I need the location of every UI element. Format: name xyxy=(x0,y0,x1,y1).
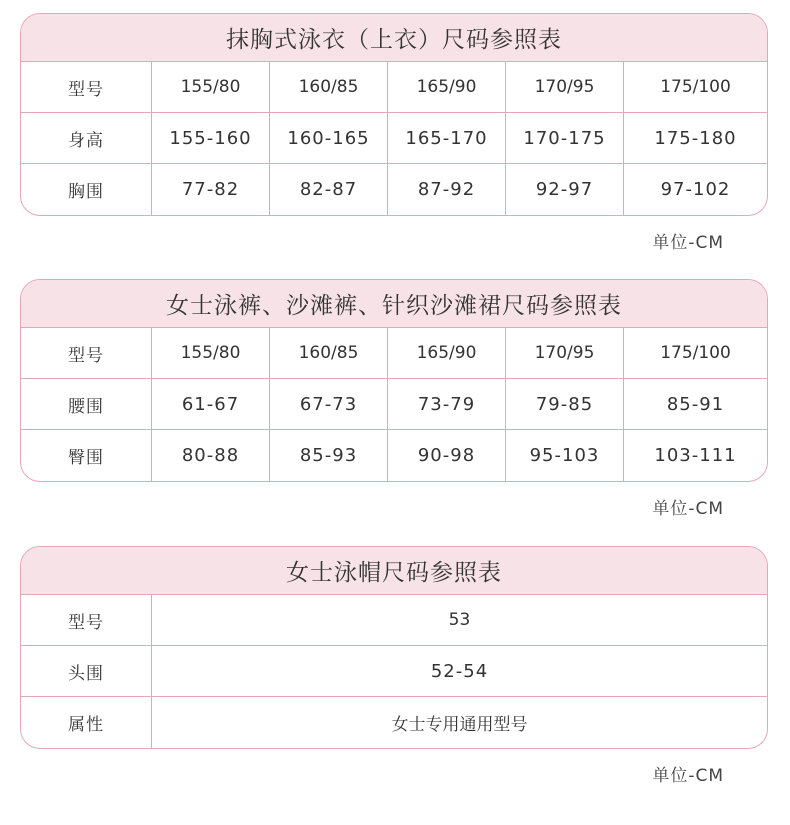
table-row xyxy=(21,430,767,481)
table-cell: 160-165 xyxy=(270,113,388,163)
table-cell: 165-170 xyxy=(388,113,506,163)
table-cell: 155-160 xyxy=(152,113,270,163)
table-cell: 92-97 xyxy=(506,164,624,215)
bottoms-table-title: 女士泳裤、沙滩裤、针织沙滩裙尺码参照表 xyxy=(21,280,767,328)
table-cell: 170/95 xyxy=(506,62,624,112)
table-cell: 165/90 xyxy=(388,62,506,112)
table-cell: 175/100 xyxy=(660,77,731,97)
table-cell: 80-88 xyxy=(152,430,270,481)
table-cell: 61-67 xyxy=(152,379,270,429)
table-cell: 95-103 xyxy=(506,430,624,481)
table-row xyxy=(21,697,767,748)
table-cell: 85-93 xyxy=(270,430,388,481)
table-cell: 170/95 xyxy=(506,328,624,378)
table-cell: 77-82 xyxy=(152,164,270,215)
unit-note: 单位-CM xyxy=(652,233,724,253)
table-row xyxy=(21,646,767,697)
cap-table-title: 女士泳帽尺码参照表 xyxy=(21,547,767,595)
table-cell: 79-85 xyxy=(506,379,624,429)
table-cell: 82-87 xyxy=(270,164,388,215)
table-cell: 175/100 xyxy=(660,343,731,363)
table-cell: 85-91 xyxy=(666,393,725,415)
row-label: 属性 xyxy=(21,697,152,748)
table-cell: 160/85 xyxy=(270,62,388,112)
unit-note: 单位-CM xyxy=(652,766,724,786)
row-label: 型号 xyxy=(21,62,152,112)
row-label: 胸围 xyxy=(21,164,152,215)
table-cell: 女士专用通用型号 xyxy=(391,715,528,735)
bottoms-size-table xyxy=(20,279,768,482)
table-row xyxy=(21,113,767,164)
table-cell: 155/80 xyxy=(152,62,270,112)
table-row xyxy=(21,62,767,113)
table-cell: 73-79 xyxy=(388,379,506,429)
row-label: 身高 xyxy=(21,113,152,163)
table-cell: 90-98 xyxy=(388,430,506,481)
table-cell: 160/85 xyxy=(270,328,388,378)
table-cell: 165/90 xyxy=(388,328,506,378)
table-cell: 170-175 xyxy=(506,113,624,163)
table-cell: 52-54 xyxy=(430,660,489,682)
table-row xyxy=(21,595,767,646)
row-label: 型号 xyxy=(21,595,152,645)
unit-note: 单位-CM xyxy=(652,499,724,519)
table-cell: 155/80 xyxy=(152,328,270,378)
row-label: 型号 xyxy=(21,328,152,378)
table-cell: 53 xyxy=(448,610,471,630)
cap-size-table xyxy=(20,546,768,749)
table-cell: 67-73 xyxy=(270,379,388,429)
row-label: 腰围 xyxy=(21,379,152,429)
row-label: 臀围 xyxy=(21,430,152,481)
table-cell: 97-102 xyxy=(660,179,731,200)
top-size-table xyxy=(20,13,768,216)
table-row xyxy=(21,379,767,430)
row-label: 头围 xyxy=(21,646,152,696)
table-cell: 87-92 xyxy=(388,164,506,215)
table-cell: 175-180 xyxy=(654,127,737,149)
top-table-title: 抹胸式泳衣（上衣）尺码参照表 xyxy=(21,14,767,62)
table-row xyxy=(21,164,767,215)
table-row xyxy=(21,328,767,379)
table-cell: 103-111 xyxy=(654,445,737,466)
